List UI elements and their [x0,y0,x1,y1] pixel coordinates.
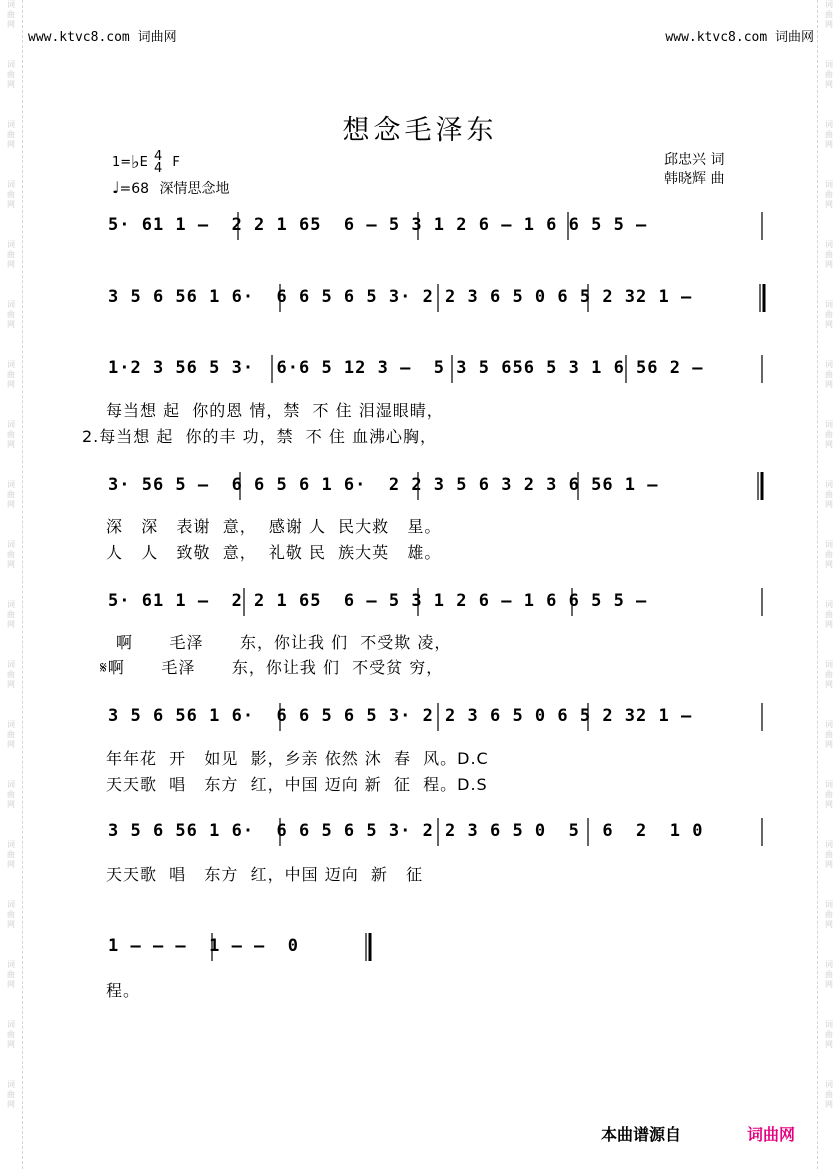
watermark-glyph: 词 [825,900,833,909]
watermark-glyph: 网 [825,980,833,989]
watermark-glyph: 曲 [825,250,833,259]
watermark-glyph: 词 [825,480,833,489]
watermark-glyph: 词 [7,840,15,849]
watermark-glyph: 曲 [7,1030,15,1039]
watermark-glyph: 曲 [825,970,833,979]
right-watermark-strip [817,0,840,1169]
watermark-glyph: 曲 [825,730,833,739]
watermark-glyph: 网 [7,740,15,749]
watermark-glyph: 曲 [825,10,833,19]
watermark-glyph: 词 [7,0,15,9]
quarter-note-icon: ♩ [112,178,120,197]
watermark-glyph: 词 [825,720,833,729]
watermark-glyph: 词 [7,60,15,69]
watermark-glyph: 词 [825,0,833,9]
watermark-glyph: 曲 [7,310,15,319]
watermark-glyph: 曲 [7,250,15,259]
watermark-glyph: 网 [7,1100,15,1109]
score-row-8 [100,933,770,963]
tempo-value: =68 [119,181,150,197]
watermark-glyph: 曲 [7,190,15,199]
watermark-glyph: 网 [7,320,15,329]
watermark-glyph: 网 [7,860,15,869]
watermark-glyph: 网 [825,740,833,749]
watermark-glyph: 曲 [825,430,833,439]
watermark-glyph: 曲 [825,310,833,319]
watermark-glyph: 曲 [825,130,833,139]
score-row-6 [100,703,770,733]
watermark-glyph: 网 [7,380,15,389]
watermark-glyph: 网 [825,680,833,689]
watermark-glyph: 词 [7,180,15,189]
watermark-glyph: 网 [825,1040,833,1049]
tempo-marking [112,178,230,198]
watermark-glyph: 词 [7,240,15,249]
watermark-glyph: 网 [825,500,833,509]
watermark-glyph: 网 [7,680,15,689]
watermark-glyph: 网 [7,1040,15,1049]
watermark-glyph: 网 [7,440,15,449]
watermark-glyph: 词 [7,540,15,549]
watermark-glyph: 词 [825,600,833,609]
watermark-glyph: 词 [825,540,833,549]
watermark-glyph: 曲 [7,850,15,859]
watermark-glyph: 曲 [7,790,15,799]
watermark-glyph: 网 [825,200,833,209]
watermark-glyph: 词 [7,600,15,609]
lyric-line-5: 啊 毛泽 东，你让我 们 不受欺 凌， [116,633,452,652]
footer-brand-link[interactable]: 词曲网 [747,1125,796,1144]
watermark-glyph: 网 [825,1100,833,1109]
watermark-glyph: 曲 [7,130,15,139]
score-row-3 [100,355,770,385]
notation-text: 3 5 6 56 1 6· 6 6 5 6 5 3· 2 2 3 6 5 0 5 6 2 1 0 [108,821,704,841]
site-url-left[interactable]: www.ktvc8.com 词曲网 [28,30,177,45]
time-top: 4 [154,148,163,164]
watermark-glyph: 词 [825,960,833,969]
watermark-glyph: 曲 [825,1030,833,1039]
key-signature [112,150,180,175]
footer-source-label: 本曲谱源自 [601,1125,682,1144]
watermark-glyph: 曲 [825,370,833,379]
watermark-glyph: 网 [825,380,833,389]
watermark-glyph: 曲 [7,970,15,979]
watermark-glyph: 网 [825,440,833,449]
watermark-glyph: 词 [7,900,15,909]
lyric-line-1: 每当想 起 你的恩 情，禁 不 住 泪湿眼睛， [106,401,444,420]
key-letter: E [139,155,148,170]
notation-text: 1·2 3 56 5 3· 6·6 5 12 3 — 5 3 5 656 5 3 1 6 56 2 — [108,358,704,378]
watermark-glyph: 网 [825,320,833,329]
watermark-glyph: 词 [825,300,833,309]
watermark-glyph: 网 [7,140,15,149]
watermark-glyph: 曲 [7,610,15,619]
watermark-glyph: 曲 [825,190,833,199]
watermark-glyph: 网 [825,560,833,569]
watermark-glyph: 词 [825,60,833,69]
watermark-glyph: 词 [7,360,15,369]
notation-text: 3 5 6 56 1 6· 6 6 5 6 5 3· 2 2 3 6 5 0 6 5 2 32 1 — [108,287,693,307]
watermark-glyph: 曲 [7,430,15,439]
watermark-glyph: 曲 [825,670,833,679]
watermark-glyph: 曲 [7,490,15,499]
watermark-glyph: 曲 [7,550,15,559]
lyric-line-6: 𝄋啊 毛泽 东，你让我 们 不受贫 穷， [100,658,444,677]
watermark-glyph: 词 [7,120,15,129]
watermark-glyph: 网 [825,20,833,29]
notation-text: 5· 61 1 — 2 2 1 65 6 — 5 3 1 2 6 — 1 6 6 5 5 — [108,591,648,611]
watermark-glyph: 网 [7,500,15,509]
score-row-2 [100,284,770,314]
watermark-glyph: 网 [7,920,15,929]
time-signature [154,148,163,176]
watermark-glyph: 曲 [825,790,833,799]
key-suffix: F [172,155,180,170]
watermark-glyph: 曲 [825,910,833,919]
score-row-7 [100,818,770,848]
watermark-glyph: 词 [825,180,833,189]
lyric-line-7: 年年花 开 如见 影，乡亲 依然 沐 春 风。D.C [106,749,489,768]
watermark-glyph: 曲 [825,490,833,499]
watermark-glyph: 曲 [825,850,833,859]
lyric-line-10: 程。 [106,981,141,1000]
watermark-glyph: 网 [825,920,833,929]
watermark-glyph: 网 [7,800,15,809]
watermark-glyph: 网 [7,560,15,569]
watermark-glyph: 词 [7,480,15,489]
watermark-glyph: 网 [7,80,15,89]
watermark-glyph: 网 [825,140,833,149]
watermark-glyph: 词 [825,840,833,849]
watermark-glyph: 曲 [7,910,15,919]
watermark-glyph: 词 [7,1020,15,1029]
notation-text: 1 — — — 1 — — 0 [108,936,299,956]
composer: 韩晓辉 曲 [664,171,725,187]
score-row-1 [100,212,770,242]
watermark-glyph: 网 [825,860,833,869]
watermark-glyph: 曲 [7,370,15,379]
watermark-glyph: 词 [7,780,15,789]
notation-text: 5· 61 1 — 2 2 1 65 6 — 5 3 1 2 6 — 1 6 6 5 5 — [108,215,648,235]
flat-icon: ♭ [131,152,140,173]
watermark-glyph: 词 [7,960,15,969]
left-watermark-strip [0,0,23,1169]
watermark-glyph: 曲 [825,610,833,619]
watermark-glyph: 曲 [825,1090,833,1099]
key-prefix: 1= [112,155,132,170]
watermark-glyph: 词 [825,360,833,369]
lyric-line-8: 天天歌 唱 东方 红，中国 迈向 新 征 程。D.S [106,775,488,794]
watermark-glyph: 网 [825,800,833,809]
lyric-line-3: 深 深 表谢 意， 感谢 人 民大救 星。 [106,517,442,536]
watermark-glyph: 词 [825,1080,833,1089]
watermark-glyph: 词 [825,240,833,249]
watermark-glyph: 曲 [7,730,15,739]
watermark-glyph: 曲 [825,550,833,559]
notation-text: 3 5 6 56 1 6· 6 6 5 6 5 3· 2 2 3 6 5 0 6 5 2 32 1 — [108,706,693,726]
lyric-line-9: 天天歌 唱 东方 红，中国 迈向 新 征 [106,865,424,884]
watermark-glyph: 词 [7,300,15,309]
watermark-glyph: 曲 [7,10,15,19]
watermark-glyph: 词 [7,1080,15,1089]
credits [664,151,724,189]
score-row-5 [100,588,770,618]
song-title: 想念毛泽东 [342,115,498,146]
watermark-glyph: 网 [7,260,15,269]
watermark-glyph: 曲 [825,70,833,79]
watermark-glyph: 网 [7,980,15,989]
notation-text: 3· 56 5 — 6 6 5 6 1 6· 2 2 3 5 6 3 2 3 6 56 1 — [108,475,659,495]
watermark-glyph: 曲 [7,70,15,79]
score-row-4 [100,472,770,502]
watermark-glyph: 网 [825,260,833,269]
watermark-glyph: 网 [825,80,833,89]
expression-text: 深情思念地 [159,181,230,197]
watermark-glyph: 词 [825,780,833,789]
watermark-glyph: 曲 [7,1090,15,1099]
watermark-glyph: 曲 [7,670,15,679]
time-bottom: 4 [154,160,163,176]
watermark-glyph: 词 [825,1020,833,1029]
lyricist: 邱忠兴 词 [664,152,725,168]
watermark-glyph: 网 [7,620,15,629]
lyric-line-2: 2.每当想 起 你的丰 功，禁 不 住 血沸心胸， [82,427,437,446]
watermark-glyph: 词 [7,660,15,669]
watermark-glyph: 词 [825,660,833,669]
watermark-glyph: 词 [7,420,15,429]
watermark-glyph: 词 [825,420,833,429]
watermark-glyph: 词 [825,120,833,129]
watermark-glyph: 网 [7,20,15,29]
watermark-glyph: 网 [7,200,15,209]
watermark-glyph: 网 [825,620,833,629]
lyric-line-4: 人 人 致敬 意， 礼敬 民 族大英 雄。 [106,543,442,562]
watermark-glyph: 词 [7,720,15,729]
site-url-right[interactable]: www.ktvc8.com 词曲网 [665,30,814,45]
